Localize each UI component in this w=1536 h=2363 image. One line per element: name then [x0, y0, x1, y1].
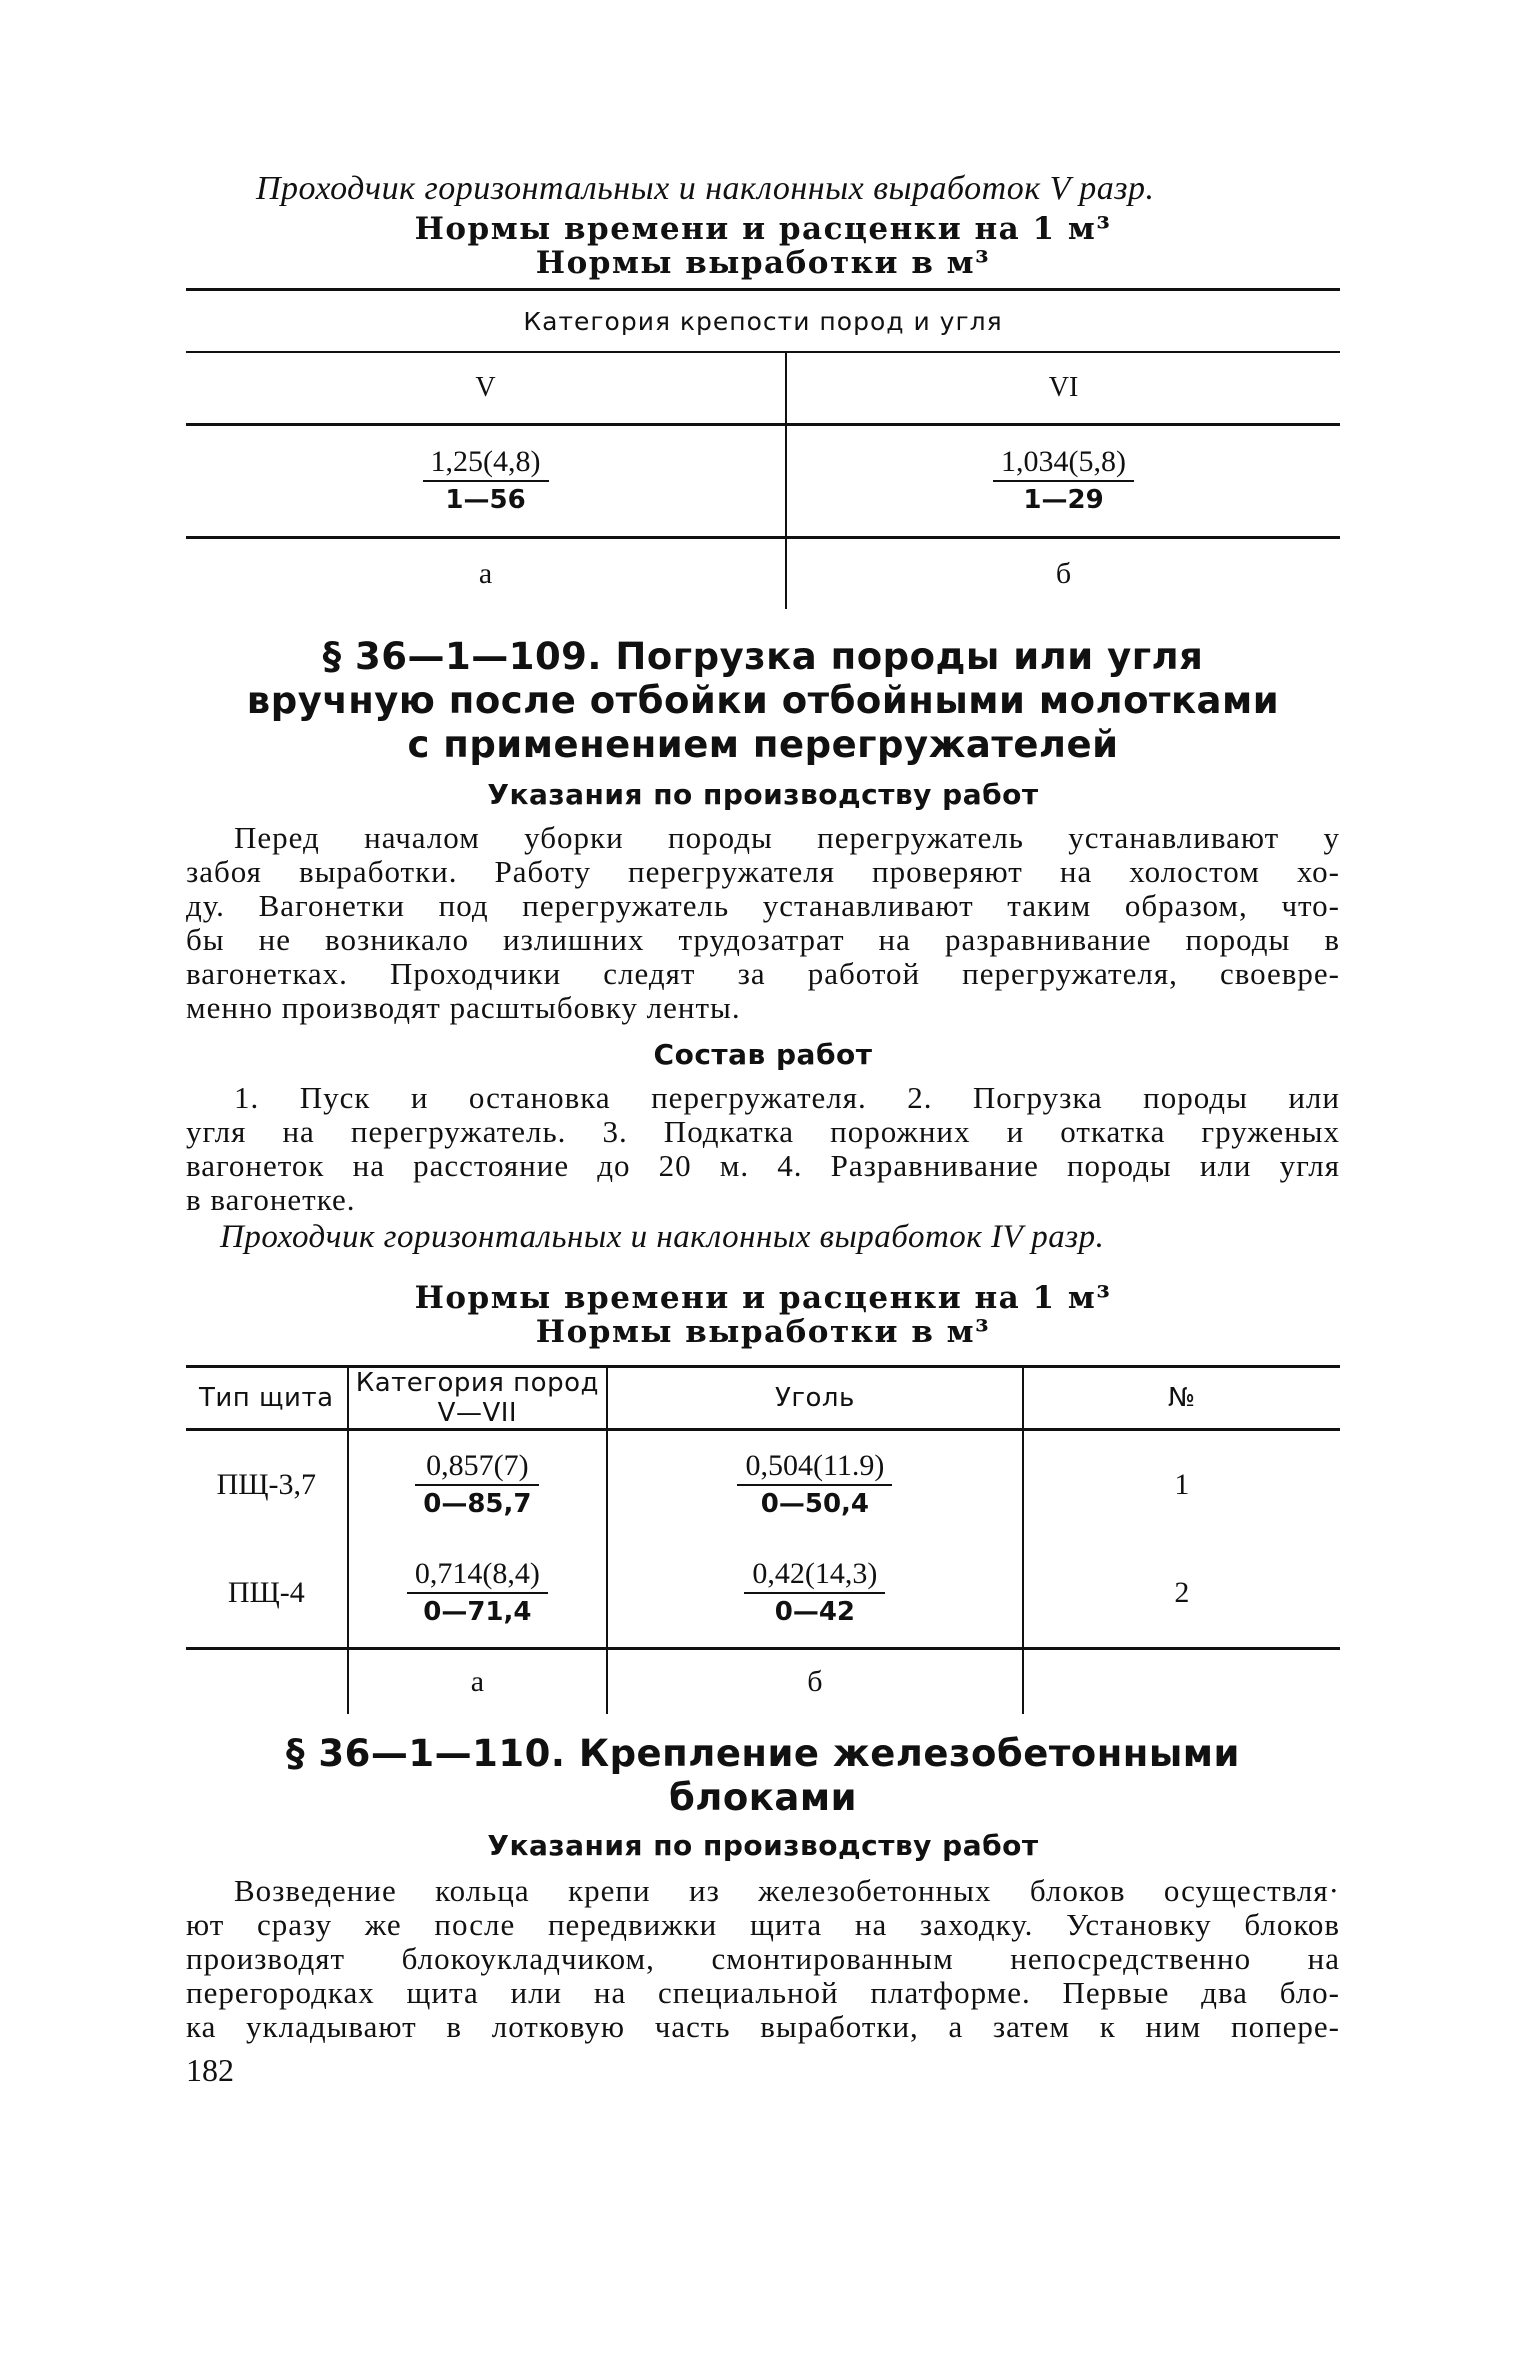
norm-time-value: 0,42(14,3) [744, 1556, 885, 1594]
shield-type: ПЩ-3,7 [216, 1468, 316, 1501]
rate-value: 0—50,4 [760, 1489, 870, 1519]
column-header: Категория пород V—VII [348, 1367, 608, 1430]
column-label: б [607, 1649, 1022, 1715]
norm-time-value: 0,857(7) [415, 1448, 539, 1486]
fraction-value [423, 444, 549, 518]
norm-time-value: 1,25(4,8) [423, 444, 549, 482]
table-cell [607, 1539, 1022, 1649]
column-label: а [348, 1649, 608, 1715]
rate-value: 1—29 [1023, 485, 1104, 515]
text-line: 1. Пуск и остановка перегружателя. 2. Погрузка породы или [234, 1080, 1340, 1115]
document-page [186, 170, 1340, 2089]
text-line: забоя выработки. Работу перегружателя проверяют на холостом хо- [186, 854, 1340, 889]
text-line: угля на перегружатель. 3. Подкатка порожних и откатка груженых [186, 1114, 1340, 1149]
norm-time-value: 1,034(5,8) [993, 444, 1134, 482]
table-cell [348, 1539, 608, 1649]
text-line: менно производят расштыбовку ленты. [186, 990, 741, 1025]
row-number: 2 [1023, 1539, 1340, 1649]
table-header: Категория крепости пород и угля [186, 290, 1340, 353]
text-line: производят блокоукладчиком, смонтированным непосредственно на [186, 1941, 1340, 1976]
table-row [186, 1539, 1340, 1649]
output-norms-heading: Нормы выработки в м³ [535, 1314, 991, 1350]
column-header: Уголь [607, 1367, 1022, 1430]
section-title-line: § 36—1—109. Погрузка породы или угля [322, 635, 1204, 678]
norms-heading: Нормы времени и расценки на 1 м³ [414, 1280, 1112, 1316]
shield-type: ПЩ-4 [186, 1539, 348, 1649]
table-cell [786, 425, 1340, 538]
worker-grade-line: Проходчик горизонтальных и наклонных выработок V разр. [256, 170, 1155, 207]
rate-value: 0—71,4 [423, 1597, 532, 1627]
norm-time-value: 0,714(8,4) [407, 1556, 548, 1594]
text-line: ду. Вагонетки под перегружатель устанавливают таким образом, что- [186, 888, 1340, 923]
section-title-line: вручную после отбойки отбойными молотками [246, 679, 1280, 722]
text-line: ют сразу же после передвижки щита на заходку. Установку блоков [186, 1907, 1340, 1942]
table-cell [348, 1430, 608, 1540]
instructions-heading: Указания по производству работ [487, 778, 1039, 811]
output-norms-heading: Нормы выработки в м³ [535, 245, 991, 281]
instructions-paragraph [186, 1874, 1340, 2044]
fraction-value [415, 1448, 539, 1522]
column-header: V [186, 352, 786, 425]
section-title-line: с применением перегружателей [407, 723, 1119, 766]
fraction-value [407, 1556, 548, 1630]
composition-heading: Состав работ [653, 1038, 873, 1071]
text-line: бы не возникало излишних трудозатрат на разравнивание породы в [186, 922, 1340, 957]
text-line: ка укладывают в лотковую часть выработки, а затем к ним попере- [186, 2009, 1340, 2044]
text-line: Возведение кольца крепи из железобетонных блоков осуществля· [234, 1873, 1340, 1908]
composition-paragraph [186, 1081, 1340, 1217]
text-line: Перед началом уборки породы перегружатель устанавливают у [234, 820, 1340, 855]
instructions-heading: Указания по производству работ [487, 1829, 1039, 1862]
fraction-value [744, 1556, 885, 1630]
column-header: VI [786, 352, 1340, 425]
table-cell [186, 425, 786, 538]
row-number: 1 [1023, 1430, 1340, 1540]
norms-table-1 [186, 288, 1340, 609]
text-line: перегородках щита или на специальной платформе. Первые два бло- [186, 1975, 1340, 2010]
column-label: б [1055, 557, 1072, 590]
column-header: № [1023, 1367, 1340, 1430]
instructions-paragraph [186, 821, 1340, 1025]
table-cell [607, 1430, 1022, 1540]
norms-heading: Нормы времени и расценки на 1 м³ [414, 211, 1112, 247]
fraction-value [737, 1448, 892, 1522]
worker-grade-line: Проходчик горизонтальных и наклонных выработок IV разр. [220, 1219, 1105, 1255]
page-number: 182 [186, 2052, 234, 2088]
norm-time-value: 0,504(11.9) [737, 1448, 892, 1486]
section-title: § 36—1—110. Крепление железобетонными блоками [286, 1732, 1240, 1819]
text-line: вагонетках. Проходчики следят за работой перегружателя, своевре- [186, 956, 1340, 991]
norms-table-2 [186, 1365, 1340, 1714]
column-label: а [186, 538, 786, 610]
text-line: в вагонетке. [186, 1182, 356, 1217]
empty-cell [1023, 1649, 1340, 1715]
column-header: Тип щита [186, 1367, 348, 1430]
rate-value: 1—56 [445, 485, 526, 515]
fraction-value [993, 444, 1134, 518]
rate-value: 0—85,7 [423, 1489, 532, 1519]
table-row [186, 1430, 1340, 1540]
rate-value: 0—42 [774, 1597, 856, 1627]
empty-cell [186, 1649, 348, 1715]
text-line: вагонеток на расстояние до 20 м. 4. Разравнивание породы или угля [186, 1148, 1340, 1183]
